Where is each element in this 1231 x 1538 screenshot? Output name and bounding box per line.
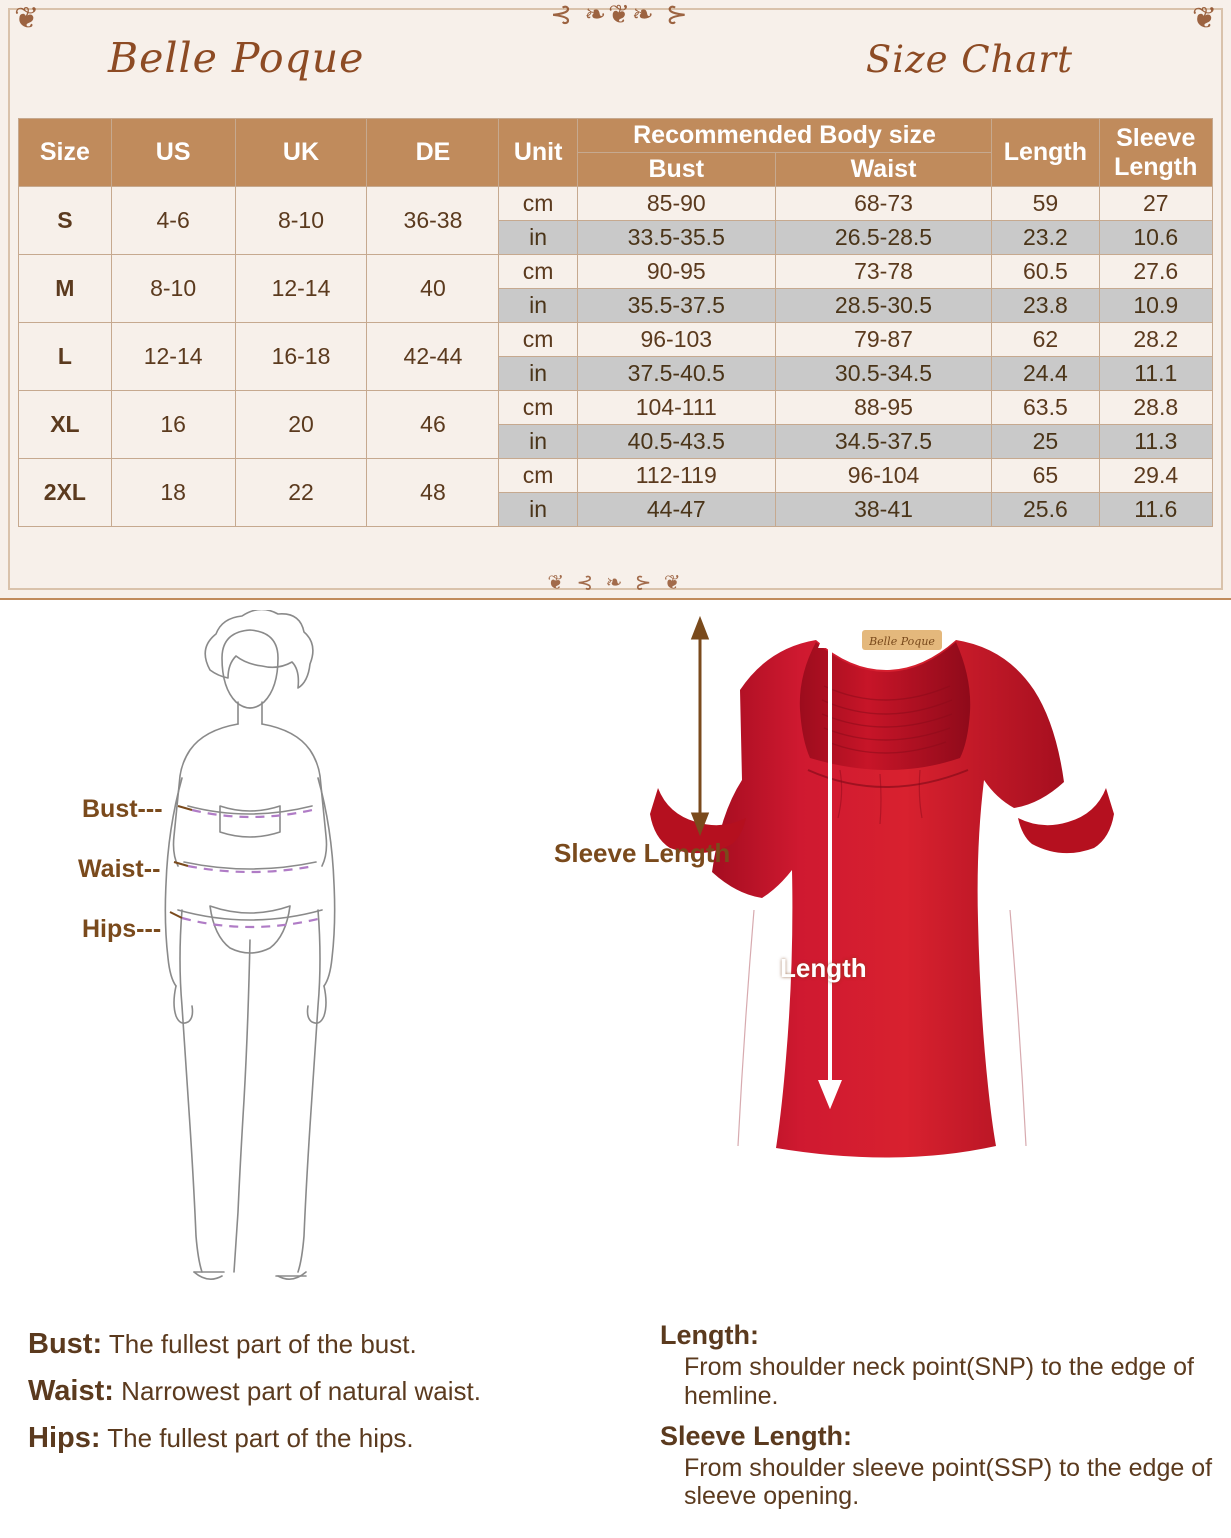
cell-uk: 8-10 bbox=[235, 187, 367, 255]
cell-size: L bbox=[19, 323, 112, 391]
header-length: Length bbox=[992, 119, 1099, 187]
body-waist-label: Waist-- bbox=[78, 855, 161, 883]
header-us: US bbox=[111, 119, 235, 187]
notes-section bbox=[0, 1320, 1231, 1538]
cell-bust: 112-119 bbox=[577, 459, 775, 493]
cell-uk: 12-14 bbox=[235, 255, 367, 323]
cell-size: M bbox=[19, 255, 112, 323]
note-bust-term: Bust: bbox=[28, 1328, 103, 1360]
note-length-body: From shoulder neck point(SNP) to the edge of hemline. bbox=[684, 1353, 1194, 1410]
ornament-corner-right-icon: ❦ bbox=[1191, 2, 1217, 35]
cell-unit: cm bbox=[499, 187, 577, 221]
cell-us: 16 bbox=[111, 391, 235, 459]
cell-waist: 38-41 bbox=[775, 493, 992, 527]
header-waist: Waist bbox=[775, 153, 992, 187]
note-sleeve-length-body: From shoulder sleeve point(SSP) to the edge of sleeve opening. bbox=[684, 1453, 1213, 1511]
cell-bust: 104-111 bbox=[577, 391, 775, 425]
red-blouse-illustration-icon bbox=[540, 610, 1220, 1310]
note-length-head: Length: bbox=[660, 1320, 759, 1350]
note-hips-text: The fullest part of the hips. bbox=[107, 1423, 414, 1453]
header-sleeve-length: Sleeve Length bbox=[1099, 119, 1213, 187]
cell-bust: 85-90 bbox=[577, 187, 775, 221]
cell-bust: 40.5-43.5 bbox=[577, 425, 775, 459]
header-unit: Unit bbox=[499, 119, 577, 187]
cell-length: 59 bbox=[992, 187, 1099, 221]
cell-waist: 30.5-34.5 bbox=[775, 357, 992, 391]
ornament-corner-left-icon: ❦ bbox=[14, 2, 40, 35]
cell-waist: 28.5-30.5 bbox=[775, 289, 992, 323]
cell-waist: 88-95 bbox=[775, 391, 992, 425]
cell-waist: 68-73 bbox=[775, 187, 992, 221]
cell-length: 23.8 bbox=[992, 289, 1099, 323]
header-de: DE bbox=[367, 119, 499, 187]
cell-sleeve: 27 bbox=[1099, 187, 1213, 221]
table-row bbox=[19, 187, 1213, 221]
note-sleeve-length-head: Sleeve Length: bbox=[660, 1420, 853, 1451]
cell-length: 23.2 bbox=[992, 221, 1099, 255]
table-row bbox=[19, 255, 1213, 289]
cell-de: 42-44 bbox=[367, 323, 499, 391]
body-terms-list bbox=[28, 1328, 638, 1469]
ornament-top-icon: ⊰ ❧❦❧ ⊱ bbox=[550, 0, 690, 30]
size-chart-table bbox=[18, 118, 1213, 527]
note-waist-term: Waist: bbox=[28, 1375, 114, 1407]
table-header-row-1 bbox=[19, 119, 1213, 153]
cell-unit: in bbox=[499, 493, 577, 527]
cell-us: 12-14 bbox=[111, 323, 235, 391]
body-hips-label: Hips--- bbox=[82, 915, 162, 943]
cell-waist: 73-78 bbox=[775, 255, 992, 289]
page-title: Size Chart bbox=[865, 38, 1073, 81]
length-label: Length bbox=[780, 953, 867, 983]
cell-waist: 79-87 bbox=[775, 323, 992, 357]
cell-unit: in bbox=[499, 221, 577, 255]
note-hips-term: Hips: bbox=[28, 1422, 101, 1454]
body-measurement-figure bbox=[60, 610, 560, 1310]
cell-size: 2XL bbox=[19, 459, 112, 527]
note-bust-text: The fullest part of the bust. bbox=[108, 1329, 417, 1359]
cell-bust: 37.5-40.5 bbox=[577, 357, 775, 391]
cell-length: 60.5 bbox=[992, 255, 1099, 289]
cell-waist: 96-104 bbox=[775, 459, 992, 493]
cell-unit: in bbox=[499, 289, 577, 323]
note-waist-text: Narrowest part of natural waist. bbox=[121, 1376, 481, 1406]
note-waist bbox=[28, 1375, 638, 1408]
cell-sleeve: 10.9 bbox=[1099, 289, 1213, 323]
cell-sleeve: 27.6 bbox=[1099, 255, 1213, 289]
cell-us: 18 bbox=[111, 459, 235, 527]
figures-section bbox=[0, 600, 1231, 1320]
header-panel bbox=[0, 0, 1231, 600]
ornament-bottom-icon: ❦ ⊰ ❧ ⊱ ❦ bbox=[547, 570, 684, 594]
cell-de: 40 bbox=[367, 255, 499, 323]
cell-size: XL bbox=[19, 391, 112, 459]
table-row bbox=[19, 459, 1213, 493]
cell-waist: 34.5-37.5 bbox=[775, 425, 992, 459]
cell-sleeve: 29.4 bbox=[1099, 459, 1213, 493]
cell-sleeve: 10.6 bbox=[1099, 221, 1213, 255]
cell-bust: 33.5-35.5 bbox=[577, 221, 775, 255]
cell-length: 25 bbox=[992, 425, 1099, 459]
cell-uk: 20 bbox=[235, 391, 367, 459]
cell-uk: 22 bbox=[235, 459, 367, 527]
cell-length: 63.5 bbox=[992, 391, 1099, 425]
cell-de: 36-38 bbox=[367, 187, 499, 255]
cell-de: 48 bbox=[367, 459, 499, 527]
cell-waist: 26.5-28.5 bbox=[775, 221, 992, 255]
cell-de: 46 bbox=[367, 391, 499, 459]
cell-sleeve: 11.6 bbox=[1099, 493, 1213, 527]
table-row bbox=[19, 391, 1213, 425]
cell-length: 24.4 bbox=[992, 357, 1099, 391]
sleeve-length-label: Sleeve Length bbox=[554, 838, 731, 868]
cell-unit: cm bbox=[499, 323, 577, 357]
cell-sleeve: 11.3 bbox=[1099, 425, 1213, 459]
cell-size: S bbox=[19, 187, 112, 255]
cell-bust: 96-103 bbox=[577, 323, 775, 357]
cell-unit: cm bbox=[499, 459, 577, 493]
cell-bust: 44-47 bbox=[577, 493, 775, 527]
note-hips bbox=[28, 1422, 638, 1455]
cell-uk: 16-18 bbox=[235, 323, 367, 391]
garment-measurement-figure bbox=[540, 610, 1220, 1310]
cell-unit: in bbox=[499, 357, 577, 391]
female-body-sketch-icon bbox=[60, 610, 560, 1310]
note-bust bbox=[28, 1328, 638, 1361]
cell-sleeve: 28.8 bbox=[1099, 391, 1213, 425]
cell-length: 25.6 bbox=[992, 493, 1099, 527]
svg-text:Belle Poque: Belle Poque bbox=[869, 635, 935, 648]
body-bust-label: Bust--- bbox=[82, 795, 163, 823]
cell-bust: 90-95 bbox=[577, 255, 775, 289]
table-row bbox=[19, 323, 1213, 357]
cell-length: 65 bbox=[992, 459, 1099, 493]
cell-bust: 35.5-37.5 bbox=[577, 289, 775, 323]
cell-unit: cm bbox=[499, 255, 577, 289]
header-size: Size bbox=[19, 119, 112, 187]
cell-length: 62 bbox=[992, 323, 1099, 357]
header-uk: UK bbox=[235, 119, 367, 187]
garment-terms-list bbox=[660, 1320, 1220, 1521]
header-bust: Bust bbox=[577, 153, 775, 187]
brand-name: Belle Poque bbox=[108, 34, 365, 82]
cell-unit: cm bbox=[499, 391, 577, 425]
cell-sleeve: 11.1 bbox=[1099, 357, 1213, 391]
cell-sleeve: 28.2 bbox=[1099, 323, 1213, 357]
header-recommended-body-size: Recommended Body size bbox=[577, 119, 991, 153]
cell-us: 8-10 bbox=[111, 255, 235, 323]
cell-us: 4-6 bbox=[111, 187, 235, 255]
cell-unit: in bbox=[499, 425, 577, 459]
